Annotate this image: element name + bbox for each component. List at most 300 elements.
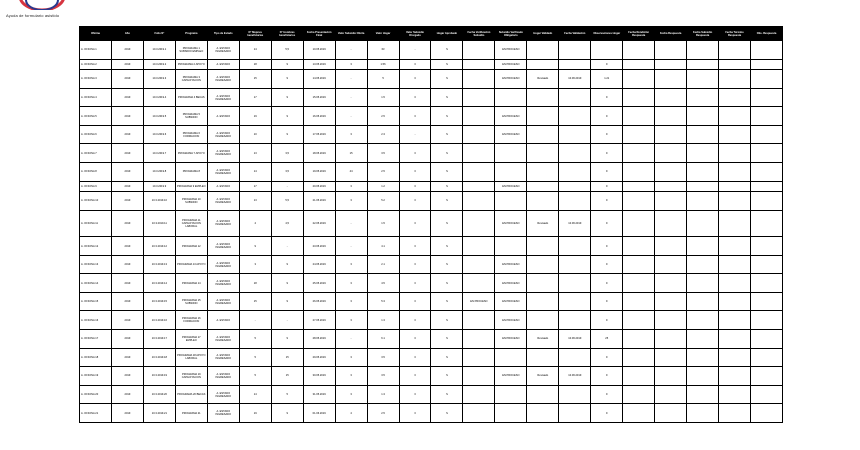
table-cell: A. OFICINA 12 — [80, 237, 112, 256]
table-cell: S — [431, 59, 463, 70]
table-cell — [687, 255, 719, 274]
table-cell — [463, 88, 495, 107]
table-cell — [623, 192, 655, 211]
table-cell — [463, 41, 495, 60]
table-cell: 3 — [239, 255, 271, 274]
table-cell: 9 — [591, 125, 623, 144]
table-cell: EN PROCESO — [495, 274, 527, 293]
table-row — [80, 367, 783, 386]
table-cell: 5,5 — [271, 192, 303, 211]
table-cell: 10.3.2019.19 — [143, 367, 175, 386]
table-cell: 3 — [335, 125, 367, 144]
table-cell: - — [335, 107, 367, 126]
table-cell: S — [431, 210, 463, 237]
table-row — [80, 255, 783, 274]
table-cell: 9 — [591, 107, 623, 126]
table-cell — [463, 311, 495, 330]
table-cell: EN PROCESO — [463, 292, 495, 311]
table-cell: 10.06.2019 — [559, 210, 591, 237]
table-cell: 10.3.2019.2 — [143, 59, 175, 70]
table-cell: 2019 — [111, 70, 143, 89]
table-cell: 1.56 — [367, 59, 399, 70]
table-cell: 2.5 — [367, 404, 399, 423]
table-cell: 31.05.2019 — [303, 385, 335, 404]
table-cell — [655, 41, 687, 60]
table-cell: A. ESTADO INGRESADO — [207, 125, 239, 144]
table-cell: 3 — [399, 210, 431, 237]
table-cell: 2019 — [111, 348, 143, 367]
table-cell: 2019 — [111, 210, 143, 237]
table-cell: A. ESTADO INGRESADO — [207, 41, 239, 60]
table-cell — [687, 311, 719, 330]
table-cell: PROGRAMA 19 CAPACITACION — [175, 367, 207, 386]
table-cell: 3 — [335, 59, 367, 70]
column-header: Observaciones Hogar — [591, 27, 623, 41]
table-cell: 10.3.2019.10 — [143, 192, 175, 211]
table-cell: 5 — [239, 330, 271, 349]
table-cell — [687, 385, 719, 404]
table-cell: 2019 — [111, 311, 143, 330]
table-row — [80, 70, 783, 89]
table-cell: 4,5 — [271, 210, 303, 237]
table-cell: 1.21 — [591, 70, 623, 89]
table-cell: A. OFICINA 2 — [80, 59, 112, 70]
column-header: N° Hombres beneficiarios — [271, 27, 303, 41]
table-cell: PROGRAMA 5 SUBSIDIO — [175, 107, 207, 126]
table-cell: 9 — [271, 70, 303, 89]
table-cell: PROGRAMA 16 FORMACION — [175, 311, 207, 330]
table-cell: 3 — [335, 367, 367, 386]
table-cell: 2019 — [111, 107, 143, 126]
table-cell — [687, 367, 719, 386]
table-cell: 2019 — [111, 367, 143, 386]
table-cell: 1.5 — [367, 210, 399, 237]
table-cell: PROGRAMA 3 CAPACITACION — [175, 70, 207, 89]
table-cell: - — [335, 330, 367, 349]
table-cell: 10.06.2019 — [559, 70, 591, 89]
table-cell: 1.2 — [367, 181, 399, 192]
table-cell — [463, 385, 495, 404]
table-cell: Revisado — [527, 70, 559, 89]
table-cell — [655, 330, 687, 349]
table-cell: A. ESTADO INGRESADO — [207, 274, 239, 293]
table-cell — [559, 292, 591, 311]
table-cell: 3 — [335, 255, 367, 274]
table-cell: PROGRAMA 11 CAPACITACION LABORAL — [175, 210, 207, 237]
table-cell: 2.5 — [367, 107, 399, 126]
table-cell: 3 — [399, 59, 431, 70]
column-header: Subsidio Verificado Obligatorio — [495, 27, 527, 41]
table-cell — [751, 404, 783, 423]
table-cell: A. ESTADO INGRESADO — [207, 367, 239, 386]
table-cell — [559, 162, 591, 181]
table-cell — [559, 274, 591, 293]
table-cell — [495, 385, 527, 404]
table-cell: 2019 — [111, 162, 143, 181]
table-cell: 15 — [335, 144, 367, 163]
table-cell — [463, 59, 495, 70]
table-cell: A. ESTADO INGRESADO — [207, 237, 239, 256]
table-row — [80, 330, 783, 349]
table-cell: A. ESTADO — [207, 59, 239, 70]
table-cell: 10.3.2019.8 — [143, 162, 175, 181]
table-cell: 3 — [399, 348, 431, 367]
table-cell — [463, 330, 495, 349]
table-cell: PROGRAMA 7 APOYO — [175, 144, 207, 163]
table-cell: 26.05.2019 — [303, 292, 335, 311]
table-cell — [623, 88, 655, 107]
table-cell: PROGRAMA 12 — [175, 237, 207, 256]
table-cell: PROGRAMA 15 SUBSIDIO — [175, 292, 207, 311]
table-cell: 16.05.2019 — [303, 107, 335, 126]
table-cell: 10.3.2019.3 — [143, 70, 175, 89]
table-cell: 10.3.2019.13 — [143, 255, 175, 274]
table-cell: 63 — [367, 41, 399, 60]
table-row — [80, 274, 783, 293]
table-cell — [687, 41, 719, 60]
table-cell: 9 — [271, 404, 303, 423]
table-cell — [559, 404, 591, 423]
table-cell: 17 — [239, 181, 271, 192]
table-cell — [687, 107, 719, 126]
table-cell — [687, 404, 719, 423]
table-cell — [655, 237, 687, 256]
table-cell: 30.05.2019 — [303, 367, 335, 386]
table-cell: S — [431, 88, 463, 107]
table-cell: 3 — [335, 181, 367, 192]
table-row — [80, 107, 783, 126]
table-cell — [623, 210, 655, 237]
table-cell: 18 — [239, 59, 271, 70]
table-cell — [655, 292, 687, 311]
table-cell — [719, 385, 751, 404]
table-cell — [495, 162, 527, 181]
column-header: Valor Subsidio Otorgado — [399, 27, 431, 41]
table-cell: - — [335, 41, 367, 60]
table-row — [80, 348, 783, 367]
table-cell: 9 — [591, 292, 623, 311]
table-cell: 2019 — [111, 59, 143, 70]
table-cell: A. ESTADO INGRESADO — [207, 255, 239, 274]
table-cell: PROGRAMA 9 EMPLEO — [175, 181, 207, 192]
table-cell — [527, 125, 559, 144]
table-cell: 10.3.2019.9 — [143, 181, 175, 192]
table-cell — [559, 311, 591, 330]
table-cell: A. OFICINA 21 — [80, 404, 112, 423]
table-cell — [623, 255, 655, 274]
table-cell — [751, 162, 783, 181]
table-cell — [655, 88, 687, 107]
table-cell: 19.05.2019 — [303, 162, 335, 181]
table-cell: A. ESTADO — [207, 181, 239, 192]
table-cell: 1.3 — [367, 385, 399, 404]
table-body — [80, 41, 783, 423]
table-cell — [527, 107, 559, 126]
table-cell: 14 — [239, 162, 271, 181]
table-cell — [559, 144, 591, 163]
table-cell: 9 — [591, 59, 623, 70]
table-cell — [463, 125, 495, 144]
table-cell: - — [239, 311, 271, 330]
table-cell: A. OFICINA 20 — [80, 385, 112, 404]
table-cell: 10.06.2019 — [559, 330, 591, 349]
table-cell: 2.5 — [367, 162, 399, 181]
table-cell: 10.06.2019 — [559, 367, 591, 386]
table-cell: 23.05.2019 — [303, 237, 335, 256]
table-cell: 3 — [399, 367, 431, 386]
table-cell: 4.1 — [367, 237, 399, 256]
column-header: Hogar Validado — [527, 27, 559, 41]
table-cell: S — [431, 274, 463, 293]
table-cell: 2019 — [111, 237, 143, 256]
table-cell: A. OFICINA 5 — [80, 107, 112, 126]
table-cell: - — [335, 237, 367, 256]
table-cell — [655, 107, 687, 126]
table-cell — [623, 107, 655, 126]
table-row — [80, 237, 783, 256]
table-cell: 18 — [239, 274, 271, 293]
table-cell — [751, 41, 783, 60]
table-cell — [655, 367, 687, 386]
table-cell: A. ESTADO — [207, 311, 239, 330]
table-cell: 10.3.2019.17 — [143, 330, 175, 349]
table-cell — [655, 59, 687, 70]
table-cell: 13.05.2019 — [303, 59, 335, 70]
table-cell — [655, 404, 687, 423]
table-cell — [559, 181, 591, 192]
table-cell: EN PROCESO — [495, 292, 527, 311]
table-cell: 27.05.2019 — [303, 311, 335, 330]
table-cell — [527, 348, 559, 367]
table-cell: - — [271, 181, 303, 192]
table-cell: EN PROCESO — [495, 70, 527, 89]
table-cell: 3 — [335, 292, 367, 311]
table-cell — [623, 70, 655, 89]
table-cell: PROGRAMA 20 BECAS — [175, 385, 207, 404]
table-cell: 19 — [239, 404, 271, 423]
table-cell: 20.05.2019 — [303, 181, 335, 192]
table-cell — [527, 292, 559, 311]
table-cell: 2.1 — [367, 255, 399, 274]
column-header: Folio N° — [143, 27, 175, 41]
table-cell — [751, 292, 783, 311]
table-cell: A. ESTADO — [207, 107, 239, 126]
table-cell — [463, 210, 495, 237]
form-caption: Ayuda de formulario asistido — [6, 13, 60, 18]
table-cell — [719, 70, 751, 89]
table-cell — [655, 125, 687, 144]
table-cell: 28.05.2019 — [303, 330, 335, 349]
table-cell — [623, 404, 655, 423]
table-cell: PROGRAMA 13 APOYO — [175, 255, 207, 274]
table-cell: 19 — [239, 107, 271, 126]
table-cell: 3 — [399, 192, 431, 211]
table-cell: A. ESTADO INGRESADO — [207, 70, 239, 89]
table-cell — [655, 255, 687, 274]
table-cell — [463, 367, 495, 386]
table-cell — [687, 125, 719, 144]
table-cell: 13 — [239, 192, 271, 211]
table-cell: A. OFICINA 14 — [80, 274, 112, 293]
table-cell: 18.05.2019 — [303, 144, 335, 163]
table-cell — [655, 181, 687, 192]
table-row — [80, 181, 783, 192]
table-cell — [751, 88, 783, 107]
table-cell: 5.2 — [367, 192, 399, 211]
table-cell — [655, 348, 687, 367]
table-cell: EN PROCESO — [495, 210, 527, 237]
table-cell: PROGRAMA 2 APOYO — [175, 59, 207, 70]
table-cell — [751, 330, 783, 349]
table-row — [80, 385, 783, 404]
table-cell: A. OFICINA 8 — [80, 162, 112, 181]
table-cell — [623, 41, 655, 60]
table-cell: 9 — [591, 404, 623, 423]
table-cell: A. OFICINA 4 — [80, 88, 112, 107]
table-cell: A. ESTADO INGRESADO — [207, 385, 239, 404]
table-cell: 2019 — [111, 292, 143, 311]
table-cell: 3 — [399, 404, 431, 423]
table-cell — [623, 144, 655, 163]
table-cell — [527, 162, 559, 181]
table-cell — [655, 144, 687, 163]
column-header: N° Mujeres beneficiarias — [239, 27, 271, 41]
table-cell — [687, 330, 719, 349]
table-cell — [527, 88, 559, 107]
table-cell: 2019 — [111, 274, 143, 293]
table-row — [80, 125, 783, 144]
column-header: Fecha Término Respuesta — [719, 27, 751, 41]
table-cell — [687, 192, 719, 211]
table-cell: 10.3.2019.11 — [143, 210, 175, 237]
table-cell — [687, 88, 719, 107]
table-cell — [687, 162, 719, 181]
records-table-container — [79, 26, 783, 423]
table-cell: 3 — [399, 292, 431, 311]
table-cell — [559, 237, 591, 256]
table-cell: S — [431, 367, 463, 386]
table-cell: 3 — [399, 237, 431, 256]
table-cell: PROGRAMA 10 SUBSIDIO — [175, 192, 207, 211]
table-cell: 15 — [271, 367, 303, 386]
table-cell: S — [431, 237, 463, 256]
table-cell: PROGRAMA 1 SUBSIDIO EMPLEO — [175, 41, 207, 60]
table-cell: A. OFICINA 10 — [80, 192, 112, 211]
column-header: Fecha Presentación Final — [303, 27, 335, 41]
table-cell: 22.05.2019 — [303, 210, 335, 237]
table-cell: 3 — [399, 181, 431, 192]
table-cell: 4.5 — [367, 274, 399, 293]
table-cell: 17 — [239, 88, 271, 107]
table-cell: 14 — [239, 41, 271, 60]
table-cell — [463, 348, 495, 367]
table-cell: - — [271, 237, 303, 256]
table-cell — [623, 292, 655, 311]
table-cell: 15 — [239, 70, 271, 89]
table-cell: 2019 — [111, 125, 143, 144]
table-cell: A. OFICINA 7 — [80, 144, 112, 163]
table-cell — [623, 385, 655, 404]
column-header: Oficina — [80, 27, 112, 41]
table-cell: EN PROCESO — [495, 59, 527, 70]
table-cell — [751, 274, 783, 293]
table-cell: 3 — [399, 311, 431, 330]
table-cell: 9 — [591, 181, 623, 192]
table-cell: 25.05.2019 — [303, 274, 335, 293]
table-cell: 9 — [591, 210, 623, 237]
table-cell — [527, 274, 559, 293]
table-cell: A. ESTADO INGRESADO — [207, 88, 239, 107]
table-cell: A. OFICINA 11 — [80, 210, 112, 237]
table-cell — [559, 88, 591, 107]
table-cell: 5 — [239, 367, 271, 386]
table-cell: A. OFICINA 13 — [80, 255, 112, 274]
table-cell — [559, 192, 591, 211]
table-cell — [719, 274, 751, 293]
table-cell: S — [431, 311, 463, 330]
column-header: Fecha Rendición Respuesta — [623, 27, 655, 41]
table-cell — [655, 192, 687, 211]
table-cell: S — [431, 181, 463, 192]
table-cell: 2019 — [111, 181, 143, 192]
records-table — [79, 26, 783, 423]
table-cell: 24.05.2019 — [303, 255, 335, 274]
table-cell: S — [431, 292, 463, 311]
table-cell — [559, 59, 591, 70]
table-cell — [751, 181, 783, 192]
table-cell: EN PROCESO — [495, 125, 527, 144]
table-cell: 10.3.2019.6 — [143, 125, 175, 144]
table-cell: 9 — [591, 192, 623, 211]
table-cell — [687, 70, 719, 89]
column-header: Año — [111, 27, 143, 41]
table-cell: 9 — [271, 59, 303, 70]
table-cell — [623, 311, 655, 330]
table-cell — [623, 330, 655, 349]
table-cell — [719, 210, 751, 237]
table-cell: 9 — [591, 144, 623, 163]
table-cell: 15 — [239, 292, 271, 311]
table-cell — [623, 59, 655, 70]
table-cell: 9 — [591, 367, 623, 386]
table-cell — [751, 255, 783, 274]
table-cell — [463, 162, 495, 181]
table-cell: A. OFICINA 15 — [80, 292, 112, 311]
table-cell — [751, 144, 783, 163]
table-header-row — [80, 27, 783, 41]
table-cell: A. OFICINA 17 — [80, 330, 112, 349]
table-cell: PROGRAMA 21 — [175, 404, 207, 423]
column-header: Fecha Subsidio Respuesta — [687, 27, 719, 41]
table-cell: 9 — [591, 237, 623, 256]
table-cell: A. ESTADO INGRESADO — [207, 192, 239, 211]
table-cell: 3.5 — [367, 144, 399, 163]
table-cell — [655, 274, 687, 293]
table-cell: 3 — [399, 330, 431, 349]
table-cell — [751, 192, 783, 211]
table-cell: EN PROCESO — [495, 107, 527, 126]
table-row — [80, 162, 783, 181]
table-row — [80, 292, 783, 311]
table-cell: S — [431, 255, 463, 274]
table-cell — [751, 210, 783, 237]
table-cell: 25 — [591, 330, 623, 349]
table-cell: A. ESTADO INGRESADO — [207, 404, 239, 423]
table-cell: EN PROCESO — [495, 367, 527, 386]
table-cell: 3 — [399, 144, 431, 163]
table-cell: 13 — [239, 144, 271, 163]
table-cell: 1.3 — [367, 311, 399, 330]
